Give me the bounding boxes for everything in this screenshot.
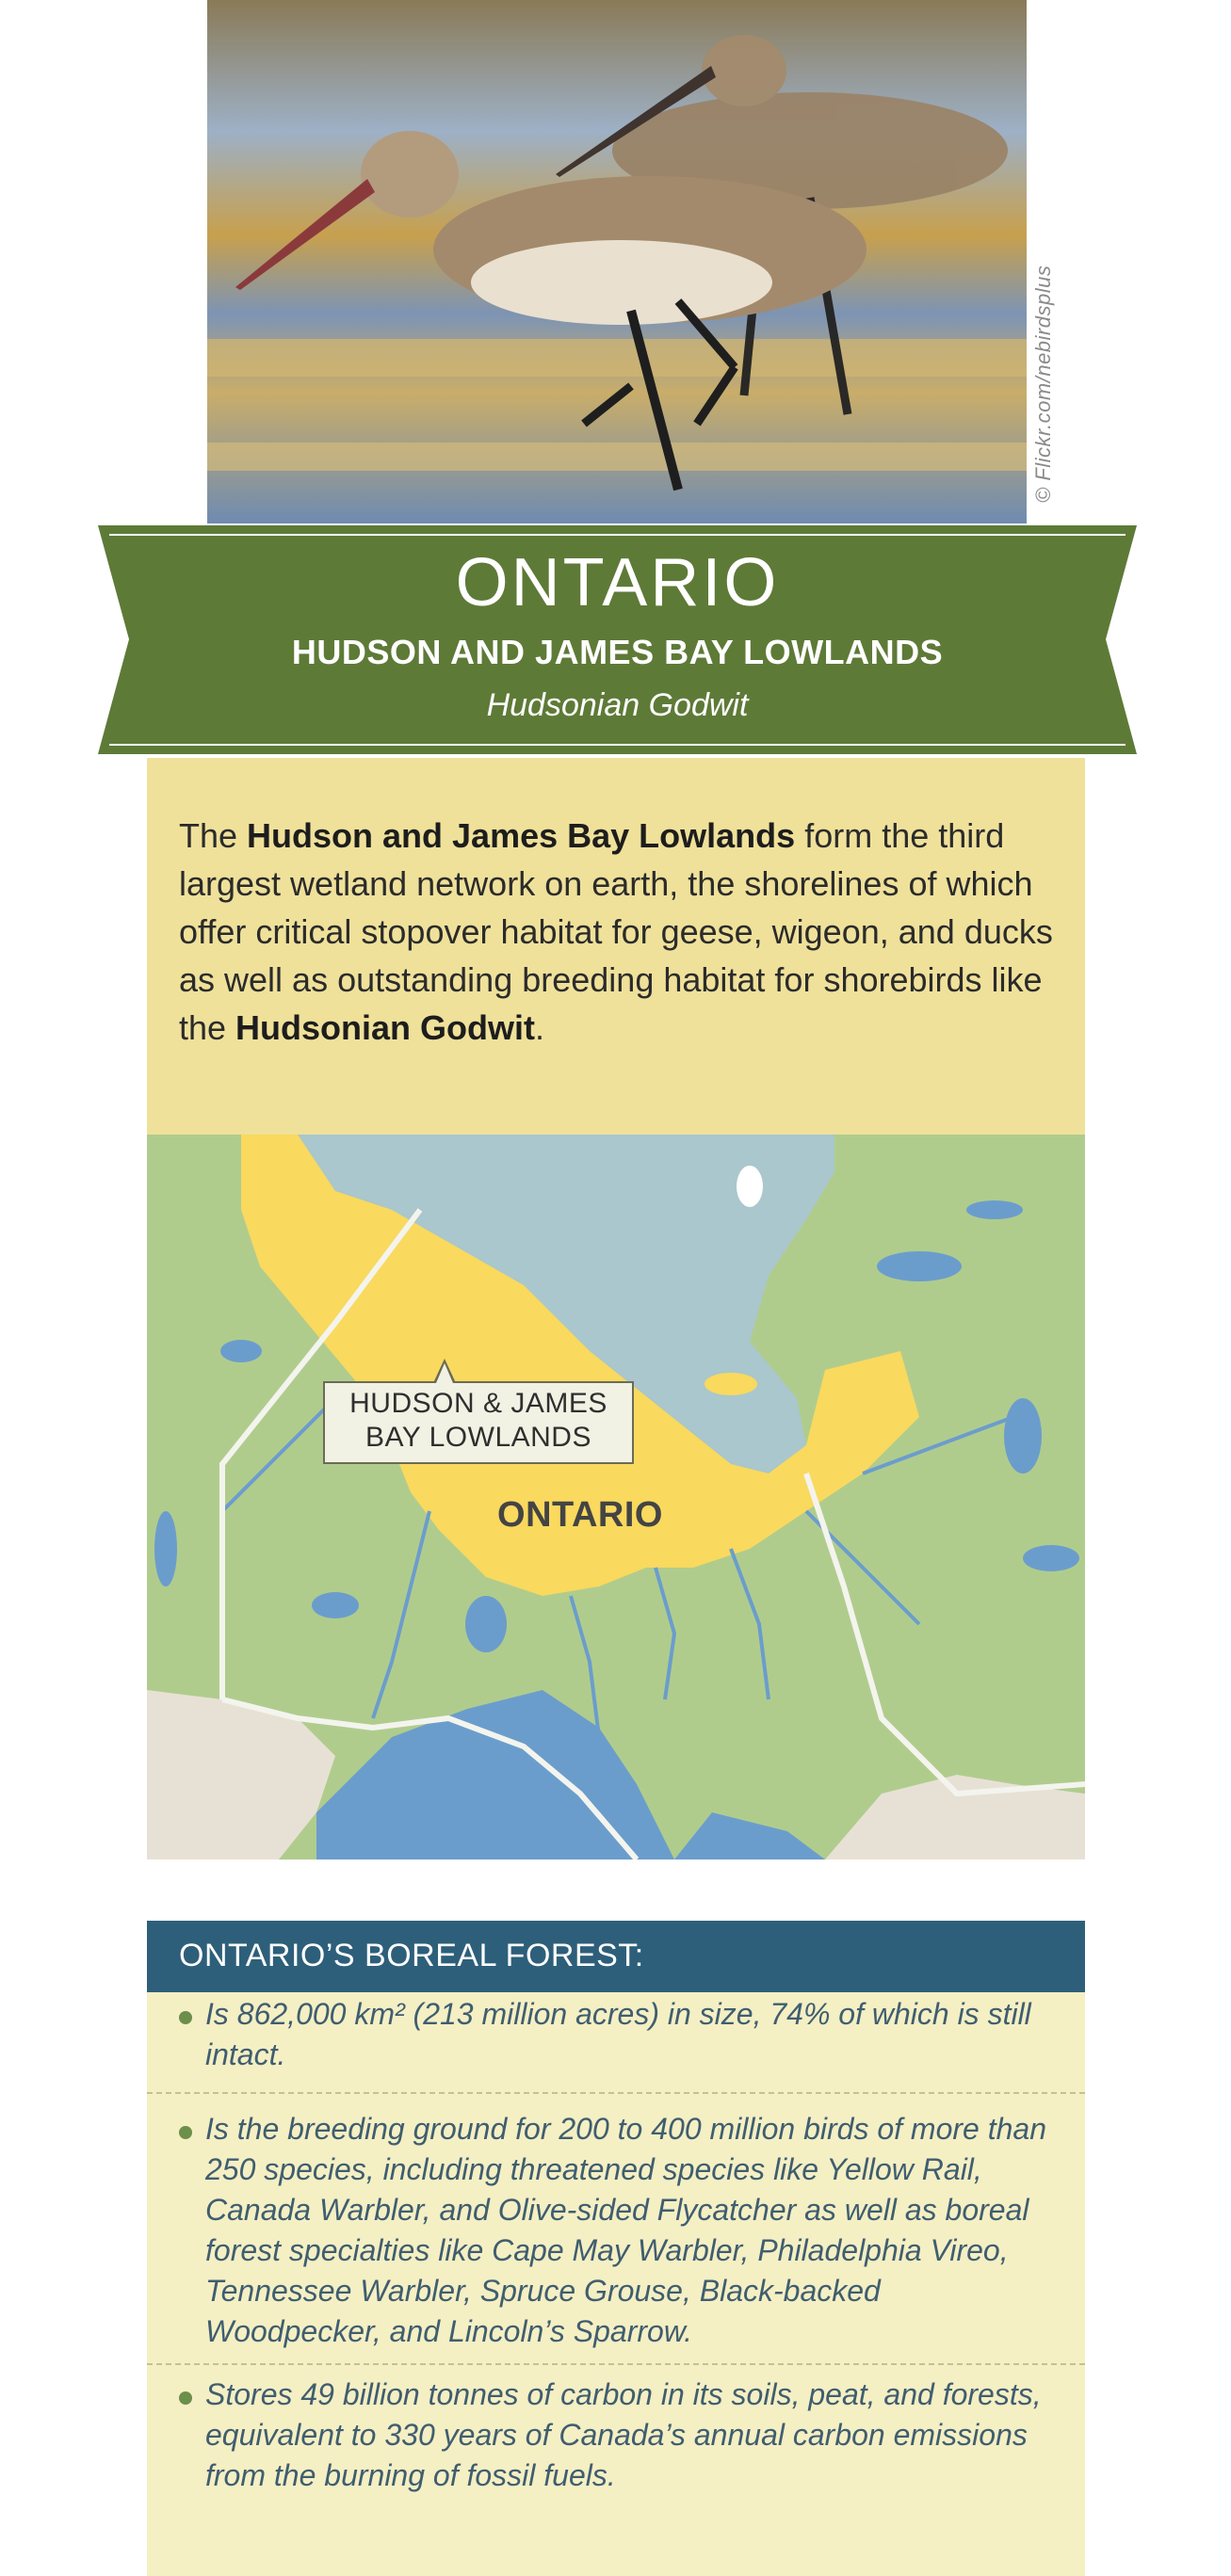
intro-text-3: . xyxy=(535,1008,545,1047)
banner-species: Hudsonian Godwit xyxy=(486,687,749,723)
intro-text-1: The xyxy=(179,816,248,855)
map-callout-pointer-fill xyxy=(436,1363,453,1383)
photo-credit: © Flickr.com/nebirdsplus xyxy=(1031,265,1055,503)
fact-item-birds: Is the breeding ground for 200 to 400 million birds of more than 250 species, including threatened species like Yellow Rail, Canada Warbler, and Olive-sided Flycatcher as well as boreal forest specialties like Cape May Warbler, Philadelphia Vireo, Tennessee Warbler, Spruce Grouse, Black-backed Woodpecker, and Lincoln’s Sparrow. xyxy=(205,2112,1046,2348)
fact-bullet-2 xyxy=(179,2126,192,2139)
banner-subtitle: HUDSON AND JAMES BAY LOWLANDS xyxy=(291,633,944,671)
fact-bullet-3 xyxy=(179,2391,192,2405)
map-region-label: ONTARIO xyxy=(497,1495,663,1535)
intro-paragraph xyxy=(179,812,1064,1052)
fact-divider-1 xyxy=(147,2092,1085,2094)
map-callout-line1: HUDSON & JAMES xyxy=(349,1388,607,1419)
banner-title: ONTARIO xyxy=(455,545,780,620)
fact-bullet-1 xyxy=(179,2011,192,2024)
intro-bold-godwit: Hudsonian Godwit xyxy=(235,1008,536,1047)
fact-divider-2 xyxy=(147,2363,1085,2365)
boreal-header-title: ONTARIO’S BOREAL FOREST: xyxy=(179,1938,644,1973)
intro-bold-lowlands: Hudson and James Bay Lowlands xyxy=(247,816,796,855)
intro-text-2: form the third largest wetland network on earth, the shorelines of which offer critical stopover habitat for geese, wigeon, and ducks as well as outstanding breeding habitat for shorebirds like the xyxy=(179,816,1053,1047)
fact-item-size: Is 862,000 km² (213 million acres) in size, 74% of which is still intact. xyxy=(205,1997,1031,2071)
godwit-photo xyxy=(207,0,1027,523)
map-callout-line2: BAY LOWLANDS xyxy=(365,1422,591,1453)
fact-item-carbon: Stores 49 billion tonnes of carbon in its soils, peat, and forests, equivalent to 330 years of Canada’s annual carbon emissions from the burning of fossil fuels. xyxy=(205,2377,1042,2492)
